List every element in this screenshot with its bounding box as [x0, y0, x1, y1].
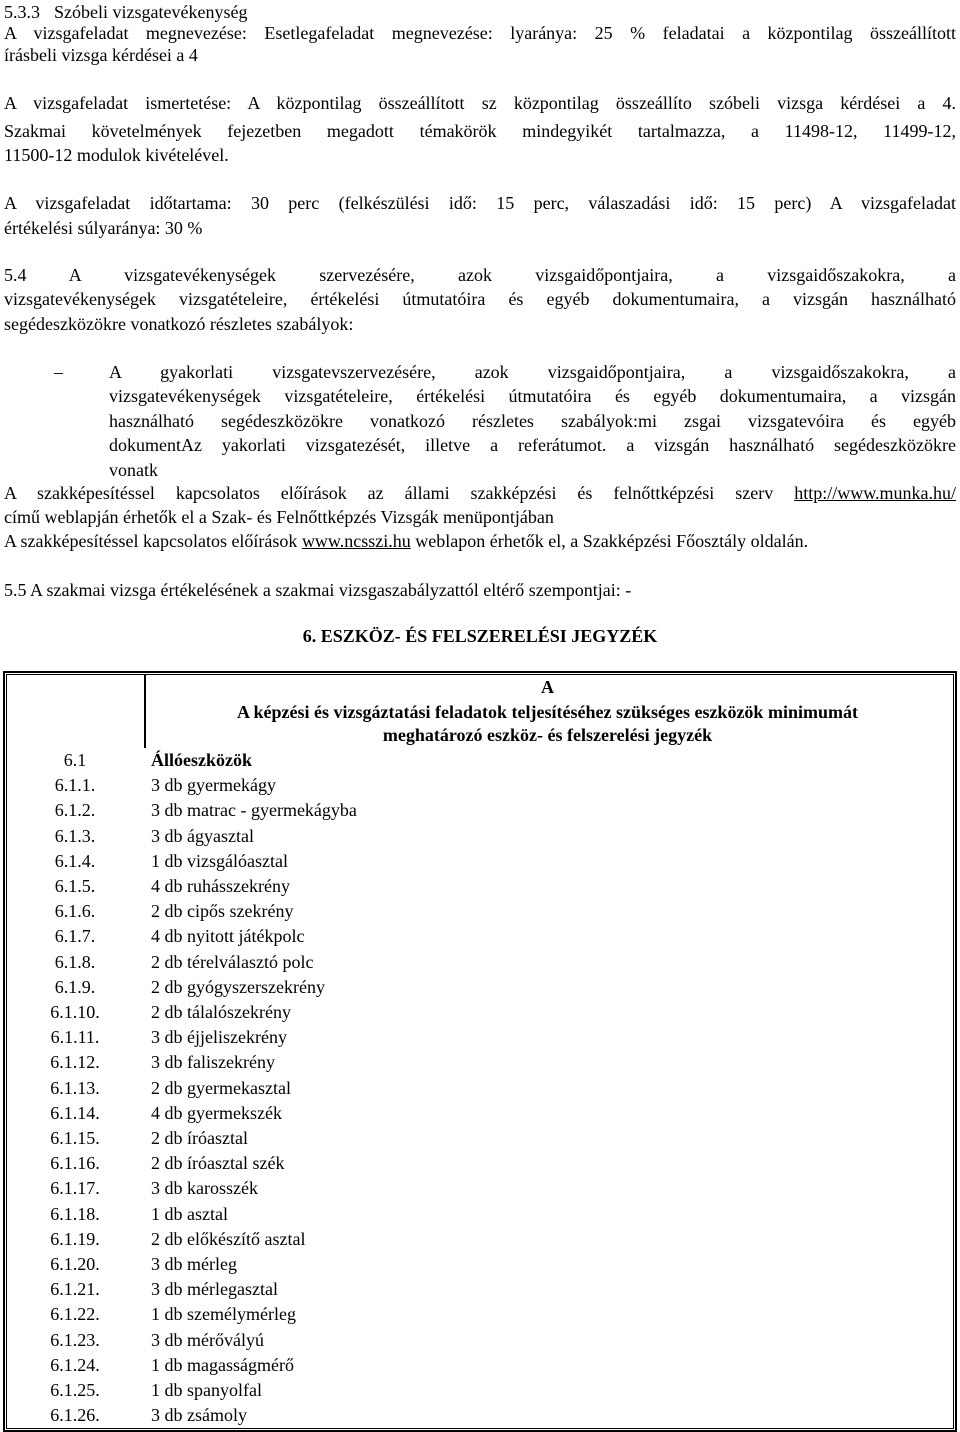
row-item: 1 db személymérleg: [151, 1304, 296, 1324]
row-item: 2 db íróasztal szék: [151, 1153, 285, 1173]
section-5-5: 5.5 A szakmai vizsga értékelésének a szakmai vizsgaszabályzattól eltérő szempontjai: -: [4, 580, 632, 600]
row-number: 6.1.10.: [50, 1002, 100, 1022]
row-number: 6.1.7.: [54, 926, 96, 946]
bullet-line: vizsgatevékenységek vizsgatételeire, értékelési útmutatóira és egyéb dokumentumaira, a vizsgán: [109, 386, 956, 406]
row-item: 2 db előkészítő asztal: [151, 1229, 306, 1249]
row-item: 3 db mérlegasztal: [151, 1279, 278, 1299]
bullet-line: dokumentAz yakorlati vizsgatezését, illetve a referátumot. a vizsgán használható segédeszközökre: [109, 435, 956, 455]
row-item: 2 db gyógyszerszekrény: [151, 977, 325, 997]
row-item: 2 db tálalószekrény: [151, 1002, 291, 1022]
table-header-a: A: [541, 677, 554, 697]
bullet-dash: –: [54, 362, 63, 382]
row-item: 1 db vizsgálóasztal: [151, 851, 288, 871]
task-duration-line: értékelési súlyaránya: 30 %: [4, 218, 203, 238]
row-number: 6.1.17.: [50, 1178, 100, 1198]
row-number: 6.1.23.: [50, 1330, 100, 1350]
row-number: 6.1.8.: [54, 952, 96, 972]
row-number: 6.1.26.: [50, 1405, 100, 1425]
row-item: 4 db ruhásszekrény: [151, 876, 290, 896]
row-number: 6.1.25.: [50, 1380, 100, 1400]
reference-line-1-cont: című weblapján érhetők el a Szak- és Felnőttképzés Vizsgák menüpontjában: [4, 507, 554, 527]
bullet-line: vonatk: [109, 460, 158, 480]
table-header-line: A képzési és vizsgáztatási feladatok teljesítéséhez szükséges eszközök minimumát: [237, 702, 858, 722]
row-item: 1 db asztal: [151, 1204, 228, 1224]
row-number: 6.1.14.: [50, 1103, 100, 1123]
row-number: 6.1.24.: [50, 1355, 100, 1375]
row-item: 2 db íróasztal: [151, 1128, 248, 1148]
row-item: 3 db faliszekrény: [151, 1052, 275, 1072]
row-number: 6.1: [63, 750, 87, 770]
row-number: 6.1.9.: [54, 977, 96, 997]
row-number: 6.1.2.: [54, 800, 96, 820]
row-item: 1 db magasságmérő: [151, 1355, 294, 1375]
row-number: 6.1.5.: [54, 876, 96, 896]
task-duration-line: A vizsgafeladat időtartama: 30 perc (felkészülési idő: 15 perc, válaszadási idő: 15 perc) A vizsgafeladat: [4, 193, 956, 213]
row-item: Állóeszközök: [151, 750, 252, 770]
reference-text: weblapon érhetők el, a Szakképzési Főosztály oldalán.: [410, 531, 809, 551]
row-item: 3 db mérleg: [151, 1254, 237, 1274]
row-number: 6.1.20.: [50, 1254, 100, 1274]
row-number: 6.1.21.: [50, 1279, 100, 1299]
row-item: 3 db karosszék: [151, 1178, 258, 1198]
reference-text: A szakképesítéssel kapcsolatos előírások: [4, 531, 298, 551]
row-item: 2 db cipős szekrény: [151, 901, 294, 921]
row-number: 6.1.19.: [50, 1229, 100, 1249]
row-number: 6.1.11.: [50, 1027, 100, 1047]
task-name-line: A vizsgafeladat megnevezése: Esetlegafeladat megnevezése: lyaránya: 25 % feladatai a központilag összeállított: [4, 23, 956, 43]
reference-line-1: [4, 481, 956, 506]
rules-paragraph-line: vizsgatevékenységek vizsgatételeire, értékelési útmutatóira és egyéb dokumentumaira, a vizsgán használható: [4, 289, 956, 309]
bullet-line: A gyakorlati vizsgatevszervezésére, azok vizsgaidőpontjaira, a vizsgaidőszakokra, a: [109, 362, 956, 382]
row-item: 3 db zsámoly: [151, 1405, 247, 1425]
row-number: 6.1.13.: [50, 1078, 100, 1098]
section-number: 5.3.3: [4, 2, 40, 22]
row-item: 3 db ágyasztal: [151, 826, 254, 846]
row-number: 6.1.18.: [50, 1204, 100, 1224]
row-item: 2 db gyermekasztal: [151, 1078, 291, 1098]
row-number: 6.1.4.: [54, 851, 96, 871]
row-item: 4 db nyitott játékpolc: [151, 926, 305, 946]
list-title: 6. ESZKÖZ- ÉS FELSZERELÉSI JEGYZÉK: [302, 626, 658, 646]
row-number: 6.1.6.: [54, 901, 96, 921]
row-number: 6.1.16.: [50, 1153, 100, 1173]
row-item: 4 db gyermekszék: [151, 1103, 282, 1123]
row-number: 6.1.1.: [54, 775, 96, 795]
task-name-line-2: írásbeli vizsga kérdései a 4: [4, 45, 198, 65]
rules-paragraph-line: 5.4 A vizsgatevékenységek szervezésére, azok vizsgaidőpontjaira, a vizsgaidőszakokra, a: [4, 265, 956, 285]
row-number: 6.1.22.: [50, 1304, 100, 1324]
task-description-line: Szakmai követelmények fejezetben megadott témakörök mindegyikét tartalmazza, a 11498-12, 11499-12,: [4, 121, 956, 141]
rules-paragraph-line: segédeszközökre vonatkozó részletes szabályok:: [4, 314, 354, 334]
reference-text: A szakképesítéssel kapcsolatos előírások az állami szakképzési és felnőttképzési szerv: [4, 483, 774, 503]
table-inner-border: [6, 674, 954, 1429]
row-item: 3 db mérővályú: [151, 1330, 264, 1350]
task-description-line: A vizsgafeladat ismertetése: A központilag összeállított sz központilag összeállíto szóbeli vizsga kérdései a 4.: [4, 93, 956, 113]
bullet-line: használható segédeszközökre vonatkozó részletes szabályok:mi zsgai vizsgatevóira és egyéb: [109, 411, 956, 431]
section-title: Szóbeli vizsgatevékenység: [54, 2, 248, 22]
munka-link[interactable]: http://www.munka.hu/: [794, 483, 957, 503]
ncsszi-link[interactable]: www.ncsszi.hu: [301, 531, 411, 551]
row-item: 3 db gyermekágy: [151, 775, 276, 795]
row-item: 3 db éjjeliszekrény: [151, 1027, 287, 1047]
row-item: 2 db térelválasztó polc: [151, 952, 314, 972]
row-number: 6.1.15.: [50, 1128, 100, 1148]
row-number: 6.1.12.: [50, 1052, 100, 1072]
task-description-line: 11500-12 modulok kivételével.: [4, 145, 229, 165]
reference-line-2: [4, 529, 808, 554]
table-header-line: meghatározó eszköz- és felszerelési jegyzék: [382, 725, 713, 745]
row-item: 1 db spanyolfal: [151, 1380, 262, 1400]
row-item: 3 db matrac - gyermekágyba: [151, 800, 357, 820]
row-number: 6.1.3.: [54, 826, 96, 846]
